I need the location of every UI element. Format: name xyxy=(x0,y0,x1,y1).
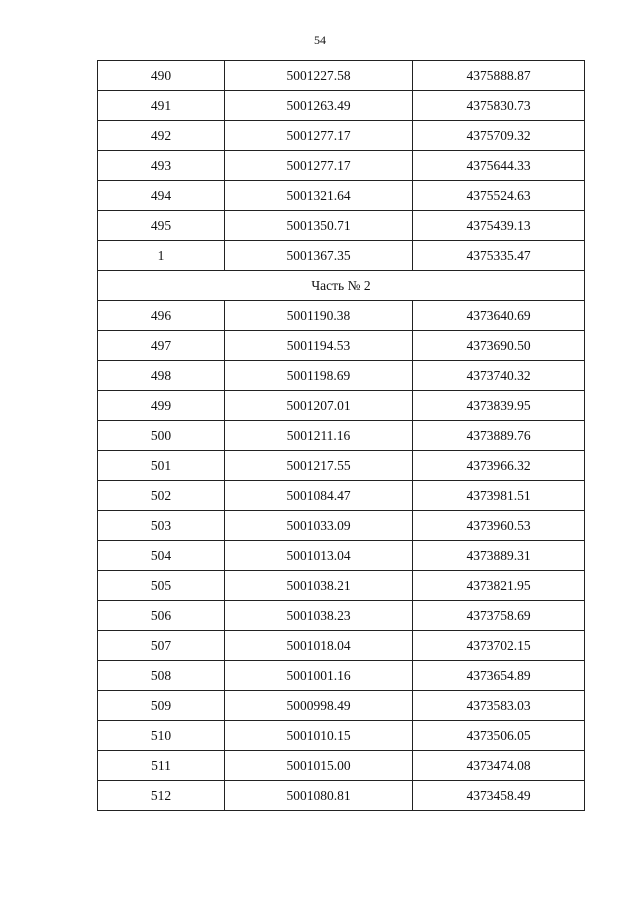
y-coordinate-cell: 4375524.63 xyxy=(413,181,585,211)
point-number-cell: 496 xyxy=(98,301,225,331)
table-row xyxy=(98,661,585,691)
y-coordinate-cell: 4373740.32 xyxy=(413,361,585,391)
x-coordinate-cell: 5001367.35 xyxy=(225,241,413,271)
y-coordinate-cell: 4375335.47 xyxy=(413,241,585,271)
point-number-cell: 492 xyxy=(98,121,225,151)
table-row xyxy=(98,391,585,421)
point-number-cell: 500 xyxy=(98,421,225,451)
part-header-row xyxy=(98,271,585,301)
x-coordinate-cell: 5001033.09 xyxy=(225,511,413,541)
point-number-cell: 495 xyxy=(98,211,225,241)
y-coordinate-cell: 4373758.69 xyxy=(413,601,585,631)
x-coordinate-cell: 5001080.81 xyxy=(225,781,413,811)
x-coordinate-cell: 5000998.49 xyxy=(225,691,413,721)
table-row xyxy=(98,601,585,631)
y-coordinate-cell: 4373640.69 xyxy=(413,301,585,331)
point-number-cell: 501 xyxy=(98,451,225,481)
table-row xyxy=(98,721,585,751)
part-header: Часть № 2 xyxy=(98,271,585,301)
x-coordinate-cell: 5001277.17 xyxy=(225,151,413,181)
point-number-cell: 511 xyxy=(98,751,225,781)
y-coordinate-cell: 4373506.05 xyxy=(413,721,585,751)
table-row xyxy=(98,541,585,571)
x-coordinate-cell: 5001010.15 xyxy=(225,721,413,751)
table-row xyxy=(98,631,585,661)
point-number-cell: 490 xyxy=(98,61,225,91)
point-number-cell: 1 xyxy=(98,241,225,271)
point-number-cell: 510 xyxy=(98,721,225,751)
point-number-cell: 509 xyxy=(98,691,225,721)
coordinates-table xyxy=(97,60,585,811)
x-coordinate-cell: 5001277.17 xyxy=(225,121,413,151)
y-coordinate-cell: 4375644.33 xyxy=(413,151,585,181)
y-coordinate-cell: 4373474.08 xyxy=(413,751,585,781)
y-coordinate-cell: 4373821.95 xyxy=(413,571,585,601)
point-number-cell: 493 xyxy=(98,151,225,181)
point-number-cell: 503 xyxy=(98,511,225,541)
x-coordinate-cell: 5001217.55 xyxy=(225,451,413,481)
x-coordinate-cell: 5001001.16 xyxy=(225,661,413,691)
x-coordinate-cell: 5001207.01 xyxy=(225,391,413,421)
page-number: 54 xyxy=(314,33,326,47)
point-number-cell: 504 xyxy=(98,541,225,571)
table-row xyxy=(98,121,585,151)
point-number-cell: 506 xyxy=(98,601,225,631)
x-coordinate-cell: 5001013.04 xyxy=(225,541,413,571)
table-row xyxy=(98,211,585,241)
y-coordinate-cell: 4373702.15 xyxy=(413,631,585,661)
y-coordinate-cell: 4373458.49 xyxy=(413,781,585,811)
point-number-cell: 494 xyxy=(98,181,225,211)
y-coordinate-cell: 4373839.95 xyxy=(413,391,585,421)
table-row xyxy=(98,181,585,211)
x-coordinate-cell: 5001227.58 xyxy=(225,61,413,91)
point-number-cell: 505 xyxy=(98,571,225,601)
table-row xyxy=(98,421,585,451)
point-number-cell: 508 xyxy=(98,661,225,691)
y-coordinate-cell: 4373966.32 xyxy=(413,451,585,481)
table-row xyxy=(98,331,585,361)
table-row xyxy=(98,241,585,271)
table-row xyxy=(98,781,585,811)
table-row xyxy=(98,691,585,721)
table-row xyxy=(98,361,585,391)
point-number-cell: 491 xyxy=(98,91,225,121)
point-number-cell: 498 xyxy=(98,361,225,391)
table-row xyxy=(98,751,585,781)
point-number-cell: 502 xyxy=(98,481,225,511)
table-row xyxy=(98,301,585,331)
x-coordinate-cell: 5001190.38 xyxy=(225,301,413,331)
point-number-cell: 512 xyxy=(98,781,225,811)
table-row xyxy=(98,481,585,511)
x-coordinate-cell: 5001194.53 xyxy=(225,331,413,361)
table-row xyxy=(98,571,585,601)
x-coordinate-cell: 5001018.04 xyxy=(225,631,413,661)
y-coordinate-cell: 4373889.76 xyxy=(413,421,585,451)
x-coordinate-cell: 5001038.23 xyxy=(225,601,413,631)
x-coordinate-cell: 5001211.16 xyxy=(225,421,413,451)
point-number-cell: 497 xyxy=(98,331,225,361)
x-coordinate-cell: 5001198.69 xyxy=(225,361,413,391)
table-row xyxy=(98,151,585,181)
table-row xyxy=(98,61,585,91)
coordinates-table-body xyxy=(98,61,585,811)
y-coordinate-cell: 4375439.13 xyxy=(413,211,585,241)
table-row xyxy=(98,511,585,541)
point-number-cell: 499 xyxy=(98,391,225,421)
y-coordinate-cell: 4373889.31 xyxy=(413,541,585,571)
y-coordinate-cell: 4373654.89 xyxy=(413,661,585,691)
y-coordinate-cell: 4375888.87 xyxy=(413,61,585,91)
x-coordinate-cell: 5001321.64 xyxy=(225,181,413,211)
x-coordinate-cell: 5001015.00 xyxy=(225,751,413,781)
y-coordinate-cell: 4375709.32 xyxy=(413,121,585,151)
x-coordinate-cell: 5001084.47 xyxy=(225,481,413,511)
y-coordinate-cell: 4373981.51 xyxy=(413,481,585,511)
y-coordinate-cell: 4373960.53 xyxy=(413,511,585,541)
y-coordinate-cell: 4373690.50 xyxy=(413,331,585,361)
x-coordinate-cell: 5001350.71 xyxy=(225,211,413,241)
y-coordinate-cell: 4375830.73 xyxy=(413,91,585,121)
x-coordinate-cell: 5001263.49 xyxy=(225,91,413,121)
x-coordinate-cell: 5001038.21 xyxy=(225,571,413,601)
point-number-cell: 507 xyxy=(98,631,225,661)
table-row xyxy=(98,91,585,121)
y-coordinate-cell: 4373583.03 xyxy=(413,691,585,721)
table-row xyxy=(98,451,585,481)
